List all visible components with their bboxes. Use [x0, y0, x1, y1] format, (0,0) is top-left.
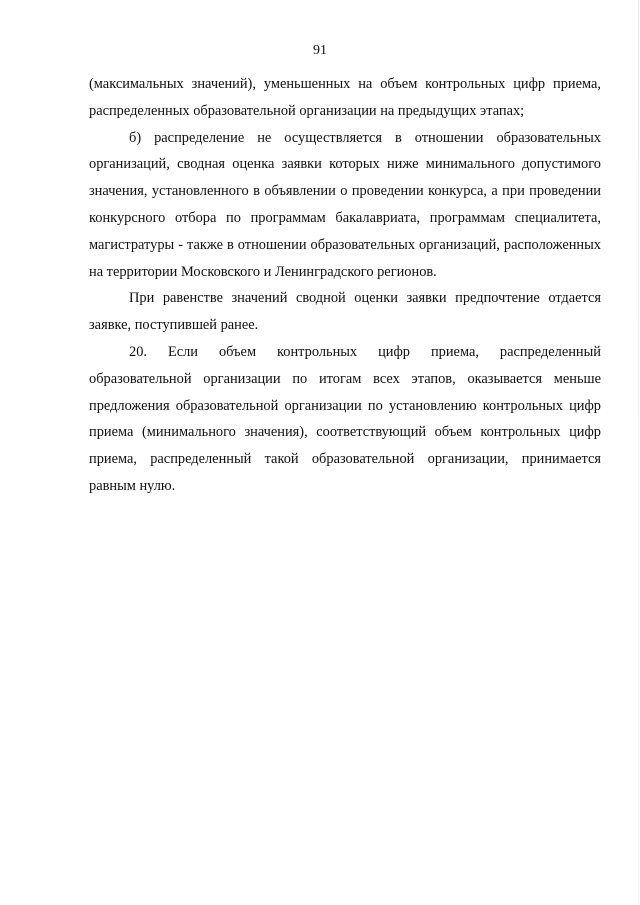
document-body — [89, 71, 601, 500]
page-number: 91 — [313, 43, 327, 58]
paragraph-continuation: (максимальных значений), уменьшенных на объем контрольных цифр приема, распределенных образовательной организации на предыдущих этапах; — [89, 76, 601, 119]
paragraph-item-20: 20. Если объем контрольных цифр приема, распределенный образовательной организации по итогам всех этапов, оказывается меньше предложения образовательной организации по установлению контрольных цифр приема (минимального значения), соответствующий объем контрольных цифр приема, распределенный такой образовательной организации, принимается равным нулю. — [89, 343, 601, 494]
paragraph-equal-scores: При равенстве значений сводной оценки заявки предпочтение отдается заявке, поступившей ранее. — [89, 290, 601, 334]
scan-edge — [638, 0, 639, 905]
paragraph-subpoint-b: б) распределение не осуществляется в отношении образовательных организаций, сводная оценка заявки которых ниже минимального допустимого значения, установленного в объявлении о проведении конкурса, а при проведении конкурсного отбора по программам бакалавриата, программам специалитета, магистратуры - также в отношении образовательных организаций, расположенных на территории Московского и Ленинградского регионов. — [89, 129, 601, 280]
